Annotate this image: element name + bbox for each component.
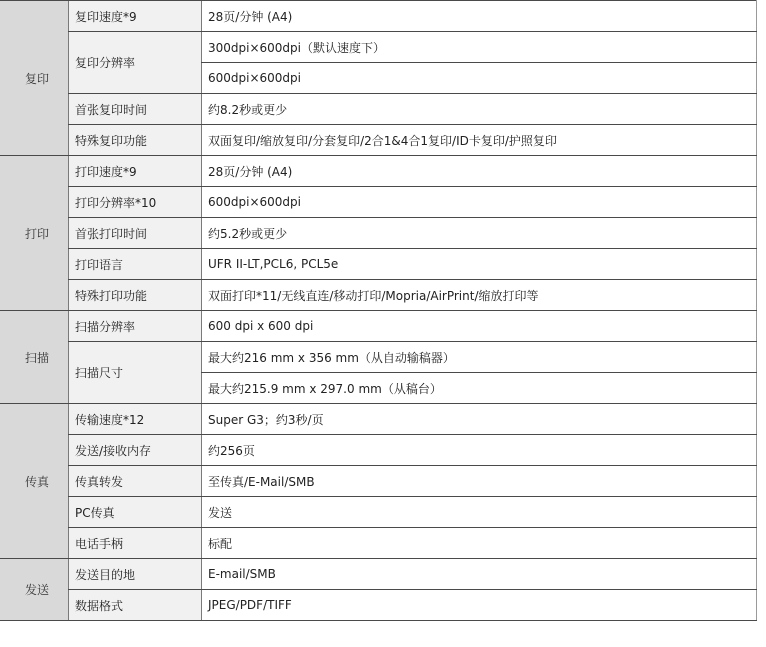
- spec-row: [0, 590, 757, 621]
- spec-value-cell: 标配: [202, 528, 757, 559]
- spec-key-cell: 打印分辨率*10: [69, 187, 202, 218]
- spec-row: [0, 156, 757, 187]
- spec-key-cell: 首张复印时间: [69, 94, 202, 125]
- spec-row: [0, 218, 757, 249]
- spec-key-cell: 首张打印时间: [69, 218, 202, 249]
- spec-value-cell: 28页/分钟 (A4): [202, 1, 757, 32]
- spec-key-cell: 特殊打印功能: [69, 280, 202, 311]
- spec-row: [0, 497, 757, 528]
- spec-row: [0, 435, 757, 466]
- spec-row: [0, 342, 757, 373]
- spec-value-cell: 最大约216 mm x 356 mm（从自动输稿器）: [202, 342, 757, 373]
- spec-value-cell: E-mail/SMB: [202, 559, 757, 590]
- spec-value-cell: 600dpi×600dpi: [202, 63, 757, 94]
- spec-value-cell: 28页/分钟 (A4): [202, 156, 757, 187]
- category-cell: 打印: [0, 156, 69, 311]
- spec-key-cell: 扫描分辨率: [69, 311, 202, 342]
- spec-value-cell: 约5.2秒或更少: [202, 218, 757, 249]
- category-cell: 发送: [0, 559, 69, 621]
- spec-key-cell: 传输速度*12: [69, 404, 202, 435]
- spec-row: [0, 94, 757, 125]
- spec-row: [0, 280, 757, 311]
- spec-key-cell: 数据格式: [69, 590, 202, 621]
- spec-row: [0, 249, 757, 280]
- spec-row: [0, 404, 757, 435]
- spec-key-cell: 复印分辨率: [69, 32, 202, 94]
- spec-row: [0, 32, 757, 63]
- spec-key-cell: 传真转发: [69, 466, 202, 497]
- spec-key-cell: 打印语言: [69, 249, 202, 280]
- spec-value-cell: 300dpi×600dpi（默认速度下）: [202, 32, 757, 63]
- category-cell: 传真: [0, 404, 69, 559]
- spec-value-cell: UFR II-LT,PCL6, PCL5e: [202, 249, 757, 280]
- spec-key-cell: 发送/接收内存: [69, 435, 202, 466]
- category-cell: 复印: [0, 1, 69, 156]
- spec-key-cell: 扫描尺寸: [69, 342, 202, 404]
- category-cell: 扫描: [0, 311, 69, 404]
- spec-value-cell: JPEG/PDF/TIFF: [202, 590, 757, 621]
- spec-value-cell: 600dpi×600dpi: [202, 187, 757, 218]
- spec-value-cell: Super G3；约3秒/页: [202, 404, 757, 435]
- spec-key-cell: PC传真: [69, 497, 202, 528]
- spec-value-cell: 双面复印/缩放复印/分套复印/2合1&4合1复印/ID卡复印/护照复印: [202, 125, 757, 156]
- spec-table-body: [0, 1, 757, 621]
- spec-row: [0, 187, 757, 218]
- spec-key-cell: 电话手柄: [69, 528, 202, 559]
- spec-row: [0, 1, 757, 32]
- spec-value-cell: 发送: [202, 497, 757, 528]
- spec-row: [0, 125, 757, 156]
- spec-row: [0, 559, 757, 590]
- spec-value-cell: 最大约215.9 mm x 297.0 mm（从稿台）: [202, 373, 757, 404]
- spec-row: [0, 311, 757, 342]
- spec-key-cell: 特殊复印功能: [69, 125, 202, 156]
- spec-row: [0, 466, 757, 497]
- spec-row: [0, 528, 757, 559]
- spec-value-cell: 双面打印*11/无线直连/移动打印/Mopria/AirPrint/缩放打印等: [202, 280, 757, 311]
- spec-key-cell: 复印速度*9: [69, 1, 202, 32]
- spec-value-cell: 至传真/E-Mail/SMB: [202, 466, 757, 497]
- spec-value-cell: 约8.2秒或更少: [202, 94, 757, 125]
- spec-key-cell: 发送目的地: [69, 559, 202, 590]
- spec-value-cell: 约256页: [202, 435, 757, 466]
- spec-value-cell: 600 dpi x 600 dpi: [202, 311, 757, 342]
- spec-key-cell: 打印速度*9: [69, 156, 202, 187]
